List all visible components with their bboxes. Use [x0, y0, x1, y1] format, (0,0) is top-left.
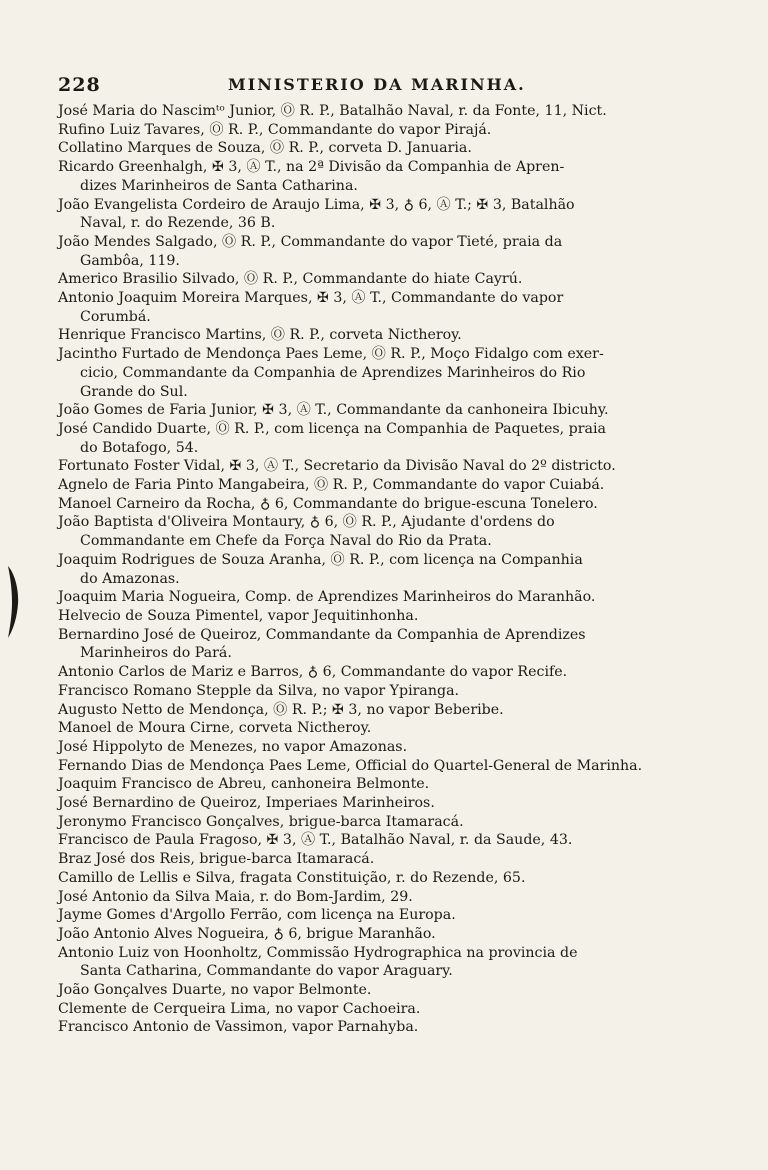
list-line: Fernando Dias de Mendonça Paes Leme, Official do Quartel-General de Marinha. [58, 757, 643, 774]
list-line: Francisco Romano Stepple da Silva, no vapor Ypiranga. [58, 682, 460, 699]
list-line: José Maria do Nascimᵗᵒ Junior, Ⓞ R. P., Batalhão Naval, r. da Fonte, 11, Nict. [58, 103, 607, 119]
list-line: Braz José dos Reis, brigue-barca Itamaracá. [58, 851, 375, 868]
list-line: João Mendes Salgado, Ⓞ R. P., Commandante do vapor Tieté, praia da [58, 233, 563, 250]
list-line-continued: Gambôa, 119. [80, 252, 180, 269]
list-line-continued: do Amazonas. [80, 570, 180, 587]
list-line: Jeronymo Francisco Gonçalves, brigue-barca Itamaracá. [58, 813, 464, 830]
list-line: João Baptista d'Oliveira Montaury, ♁ 6, Ⓞ R. P., Ajudante d'ordens do [58, 514, 555, 531]
list-line: João Gonçalves Duarte, no vapor Belmonte. [58, 982, 372, 999]
list-line: João Antonio Alves Nogueira, ♁ 6, brigue Maranhão. [58, 925, 436, 942]
list-line: Rufino Luiz Tavares, Ⓞ R. P., Commandante do vapor Pirajá. [58, 121, 492, 138]
officer-list [58, 102, 718, 1037]
list-line: Antonio Joaquim Moreira Marques, ✠ 3, Ⓐ T., Commandante do vapor [58, 290, 564, 307]
list-line: Helvecio de Souza Pimentel, vapor Jequitinhonha. [58, 607, 419, 624]
list-line: João Evangelista Cordeiro de Araujo Lima, ✠ 3, ♁ 6, Ⓐ T.; ✠ 3, Batalhão [58, 196, 575, 213]
list-line: Francisco de Paula Fragoso, ✠ 3, Ⓐ T., Batalhão Naval, r. da Saude, 43. [58, 832, 573, 849]
list-line-continued: cicio, Commandante da Companhia de Aprendizes Marinheiros do Rio [80, 364, 586, 381]
list-line: José Bernardino de Queiroz, Imperiaes Marinheiros. [58, 795, 435, 812]
list-line-continued: Marinheiros do Pará. [80, 645, 232, 662]
list-line: José Hippolyto de Menezes, no vapor Amazonas. [58, 738, 408, 755]
list-line: Fortunato Foster Vidal, ✠ 3, Ⓐ T., Secretario da Divisão Naval do 2º districto. [58, 458, 616, 475]
list-line: Bernardino José de Queiroz, Commandante da Companhia de Aprendizes [58, 626, 586, 643]
list-line: Jacintho Furtado de Mendonça Paes Leme, Ⓞ R. P., Moço Fidalgo com exer- [58, 346, 604, 363]
list-line: Henrique Francisco Martins, Ⓞ R. P., corveta Nictheroy. [58, 327, 462, 344]
running-title: MINISTERIO DA MARINHA. [228, 75, 526, 94]
list-line: Clemente de Cerqueira Lima, no vapor Cachoeira. [58, 1000, 421, 1017]
list-line: Camillo de Lellis e Silva, fragata Constituição, r. do Rezende, 65. [58, 869, 526, 886]
list-line: Agnelo de Faria Pinto Mangabeira, Ⓞ R. P., Commandante do vapor Cuiabá. [58, 477, 605, 494]
list-line: Francisco Antonio de Vassimon, vapor Parnahyba. [58, 1019, 419, 1036]
list-line: Antonio Luiz von Hoonholtz, Commissão Hydrographica na provincia de [58, 944, 578, 961]
list-line-continued: Grande do Sul. [80, 383, 188, 400]
list-line-continued: Santa Catharina, Commandante do vapor Araguary. [80, 963, 453, 980]
list-line: Ricardo Greenhalgh, ✠ 3, Ⓐ T., na 2ª Divisão da Companhia de Apren- [58, 159, 565, 176]
list-line: Americo Brasilio Silvado, Ⓞ R. P., Commandante do hiate Cayrú. [58, 271, 523, 288]
list-line: Collatino Marques de Souza, Ⓞ R. P., corveta D. Januaria. [58, 140, 472, 157]
list-line: Joaquim Francisco de Abreu, canhoneira Belmonte. [58, 776, 430, 793]
list-line: José Candido Duarte, Ⓞ R. P., com licença na Companhia de Paquetes, praia [58, 420, 606, 437]
list-line-continued: Commandante em Chefe da Força Naval do Rio da Prata. [80, 533, 492, 550]
list-line: Manoel de Moura Cirne, corveta Nictheroy. [58, 720, 372, 737]
list-line: José Antonio da Silva Maia, r. do Bom-Jardim, 29. [58, 888, 413, 905]
page-header [58, 74, 718, 100]
margin-ink-mark-icon [6, 560, 20, 642]
list-line: Joaquim Maria Nogueira, Comp. de Aprendizes Marinheiros do Maranhão. [58, 589, 596, 606]
list-line: João Gomes de Faria Junior, ✠ 3, Ⓐ T., Commandante da canhoneira Ibicuhy. [58, 402, 609, 419]
list-line: Jayme Gomes d'Argollo Ferrão, com licença na Europa. [58, 907, 456, 924]
list-line: Antonio Carlos de Mariz e Barros, ♁ 6, Commandante do vapor Recife. [58, 664, 568, 681]
list-line: Augusto Netto de Mendonça, Ⓞ R. P.; ✠ 3, no vapor Beberibe. [58, 701, 504, 718]
list-line-continued: Corumbá. [80, 308, 151, 325]
list-line-continued: do Botafogo, 54. [80, 439, 199, 456]
page-number: 228 [58, 74, 101, 96]
list-line-continued: dizes Marinheiros de Santa Catharina. [80, 177, 358, 194]
list-line-continued: Naval, r. do Rezende, 36 B. [80, 215, 276, 232]
list-line: Joaquim Rodrigues de Souza Aranha, Ⓞ R. P., com licença na Companhia [58, 551, 583, 568]
list-line: Manoel Carneiro da Rocha, ♁ 6, Commandante do brigue-escuna Tonelero. [58, 495, 598, 512]
